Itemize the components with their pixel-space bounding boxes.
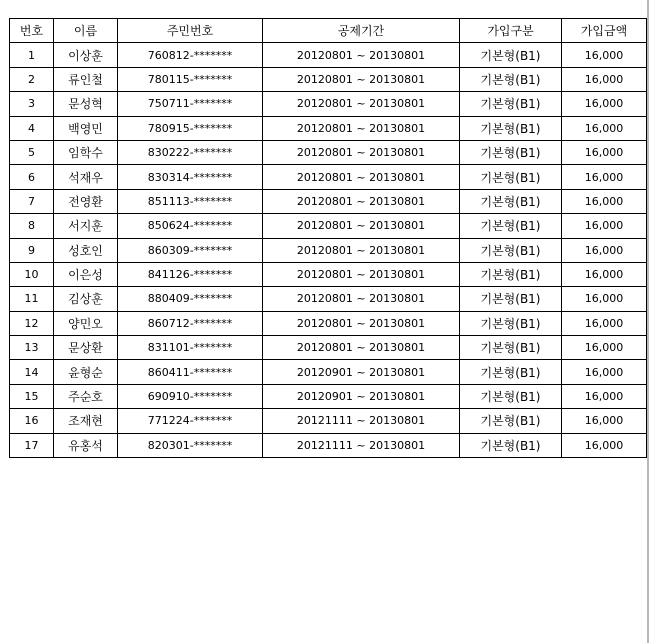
- cell-deduction-period: 20120801 ~ 20130801: [263, 311, 460, 335]
- cell-resident-number: 780915-*******: [118, 116, 263, 140]
- cell-number: 8: [10, 214, 54, 238]
- cell-name: 이은성: [54, 262, 118, 286]
- table-row: [10, 262, 647, 286]
- cell-plan-type: 기본형(B1): [460, 43, 562, 67]
- table-row: [10, 311, 647, 335]
- cell-amount: 16,000: [562, 433, 647, 457]
- cell-plan-type: 기본형(B1): [460, 116, 562, 140]
- cell-number: 12: [10, 311, 54, 335]
- table-row: [10, 384, 647, 408]
- table-row: [10, 92, 647, 116]
- cell-number: 16: [10, 409, 54, 433]
- cell-amount: 16,000: [562, 311, 647, 335]
- member-table: [9, 18, 647, 458]
- cell-amount: 16,000: [562, 67, 647, 91]
- cell-number: 9: [10, 238, 54, 262]
- cell-number: 2: [10, 67, 54, 91]
- cell-deduction-period: 20121111 ~ 20130801: [263, 433, 460, 457]
- cell-amount: 16,000: [562, 238, 647, 262]
- table-row: [10, 189, 647, 213]
- cell-resident-number: 780115-*******: [118, 67, 263, 91]
- cell-resident-number: 850624-*******: [118, 214, 263, 238]
- cell-plan-type: 기본형(B1): [460, 409, 562, 433]
- cell-resident-number: 860411-*******: [118, 360, 263, 384]
- cell-name: 유홍석: [54, 433, 118, 457]
- cell-amount: 16,000: [562, 140, 647, 164]
- cell-deduction-period: 20120801 ~ 20130801: [263, 43, 460, 67]
- table-row: [10, 165, 647, 189]
- cell-name: 임학수: [54, 140, 118, 164]
- cell-plan-type: 기본형(B1): [460, 214, 562, 238]
- cell-number: 5: [10, 140, 54, 164]
- table-row: [10, 116, 647, 140]
- cell-number: 15: [10, 384, 54, 408]
- cell-number: 13: [10, 336, 54, 360]
- table-row: [10, 360, 647, 384]
- table-row: [10, 287, 647, 311]
- cell-plan-type: 기본형(B1): [460, 140, 562, 164]
- cell-plan-type: 기본형(B1): [460, 311, 562, 335]
- cell-deduction-period: 20120801 ~ 20130801: [263, 116, 460, 140]
- header-resident-number: 주민번호: [118, 19, 263, 43]
- table-row: [10, 409, 647, 433]
- cell-amount: 16,000: [562, 189, 647, 213]
- header-deduction-period: 공제기간: [263, 19, 460, 43]
- cell-name: 서지훈: [54, 214, 118, 238]
- cell-number: 3: [10, 92, 54, 116]
- table-row: [10, 433, 647, 457]
- cell-number: 7: [10, 189, 54, 213]
- cell-plan-type: 기본형(B1): [460, 384, 562, 408]
- cell-deduction-period: 20120801 ~ 20130801: [263, 336, 460, 360]
- cell-resident-number: 841126-*******: [118, 262, 263, 286]
- table-row: [10, 67, 647, 91]
- cell-name: 윤형순: [54, 360, 118, 384]
- cell-plan-type: 기본형(B1): [460, 360, 562, 384]
- cell-plan-type: 기본형(B1): [460, 336, 562, 360]
- header-plan-type: 가입구분: [460, 19, 562, 43]
- cell-amount: 16,000: [562, 336, 647, 360]
- cell-amount: 16,000: [562, 409, 647, 433]
- table-row: [10, 140, 647, 164]
- cell-amount: 16,000: [562, 262, 647, 286]
- cell-resident-number: 880409-*******: [118, 287, 263, 311]
- cell-resident-number: 830314-*******: [118, 165, 263, 189]
- cell-amount: 16,000: [562, 360, 647, 384]
- cell-name: 백영민: [54, 116, 118, 140]
- cell-amount: 16,000: [562, 287, 647, 311]
- cell-name: 주순호: [54, 384, 118, 408]
- cell-amount: 16,000: [562, 43, 647, 67]
- cell-deduction-period: 20120801 ~ 20130801: [263, 262, 460, 286]
- cell-name: 문성혁: [54, 92, 118, 116]
- cell-name: 성호인: [54, 238, 118, 262]
- cell-name: 이상훈: [54, 43, 118, 67]
- cell-plan-type: 기본형(B1): [460, 433, 562, 457]
- cell-resident-number: 860712-*******: [118, 311, 263, 335]
- cell-plan-type: 기본형(B1): [460, 287, 562, 311]
- table-row: [10, 43, 647, 67]
- cell-plan-type: 기본형(B1): [460, 92, 562, 116]
- header-number: 번호: [10, 19, 54, 43]
- cell-amount: 16,000: [562, 384, 647, 408]
- cell-deduction-period: 20120801 ~ 20130801: [263, 140, 460, 164]
- cell-number: 11: [10, 287, 54, 311]
- cell-number: 10: [10, 262, 54, 286]
- cell-plan-type: 기본형(B1): [460, 67, 562, 91]
- cell-name: 양민오: [54, 311, 118, 335]
- cell-name: 문상환: [54, 336, 118, 360]
- cell-amount: 16,000: [562, 214, 647, 238]
- cell-resident-number: 851113-*******: [118, 189, 263, 213]
- table-row: [10, 238, 647, 262]
- cell-resident-number: 820301-*******: [118, 433, 263, 457]
- cell-deduction-period: 20120901 ~ 20130801: [263, 360, 460, 384]
- cell-number: 1: [10, 43, 54, 67]
- cell-number: 4: [10, 116, 54, 140]
- cell-plan-type: 기본형(B1): [460, 189, 562, 213]
- cell-name: 류인철: [54, 67, 118, 91]
- cell-name: 김상훈: [54, 287, 118, 311]
- cell-deduction-period: 20121111 ~ 20130801: [263, 409, 460, 433]
- header-amount: 가입금액: [562, 19, 647, 43]
- cell-deduction-period: 20120801 ~ 20130801: [263, 67, 460, 91]
- cell-name: 전영환: [54, 189, 118, 213]
- cell-plan-type: 기본형(B1): [460, 238, 562, 262]
- cell-resident-number: 760812-*******: [118, 43, 263, 67]
- cell-name: 석재우: [54, 165, 118, 189]
- table-row: [10, 336, 647, 360]
- cell-resident-number: 860309-*******: [118, 238, 263, 262]
- cell-deduction-period: 20120801 ~ 20130801: [263, 165, 460, 189]
- cell-name: 조재현: [54, 409, 118, 433]
- cell-resident-number: 830222-*******: [118, 140, 263, 164]
- cell-plan-type: 기본형(B1): [460, 165, 562, 189]
- cell-amount: 16,000: [562, 116, 647, 140]
- cell-resident-number: 690910-*******: [118, 384, 263, 408]
- cell-resident-number: 750711-*******: [118, 92, 263, 116]
- table-header-row: [10, 19, 647, 43]
- cell-deduction-period: 20120801 ~ 20130801: [263, 214, 460, 238]
- page-edge-divider: [647, 0, 649, 643]
- cell-number: 14: [10, 360, 54, 384]
- cell-number: 6: [10, 165, 54, 189]
- cell-number: 17: [10, 433, 54, 457]
- cell-deduction-period: 20120801 ~ 20130801: [263, 189, 460, 213]
- cell-amount: 16,000: [562, 92, 647, 116]
- cell-plan-type: 기본형(B1): [460, 262, 562, 286]
- cell-deduction-period: 20120801 ~ 20130801: [263, 287, 460, 311]
- cell-amount: 16,000: [562, 165, 647, 189]
- cell-deduction-period: 20120901 ~ 20130801: [263, 384, 460, 408]
- table-row: [10, 214, 647, 238]
- cell-resident-number: 831101-*******: [118, 336, 263, 360]
- cell-resident-number: 771224-*******: [118, 409, 263, 433]
- cell-deduction-period: 20120801 ~ 20130801: [263, 92, 460, 116]
- header-name: 이름: [54, 19, 118, 43]
- cell-deduction-period: 20120801 ~ 20130801: [263, 238, 460, 262]
